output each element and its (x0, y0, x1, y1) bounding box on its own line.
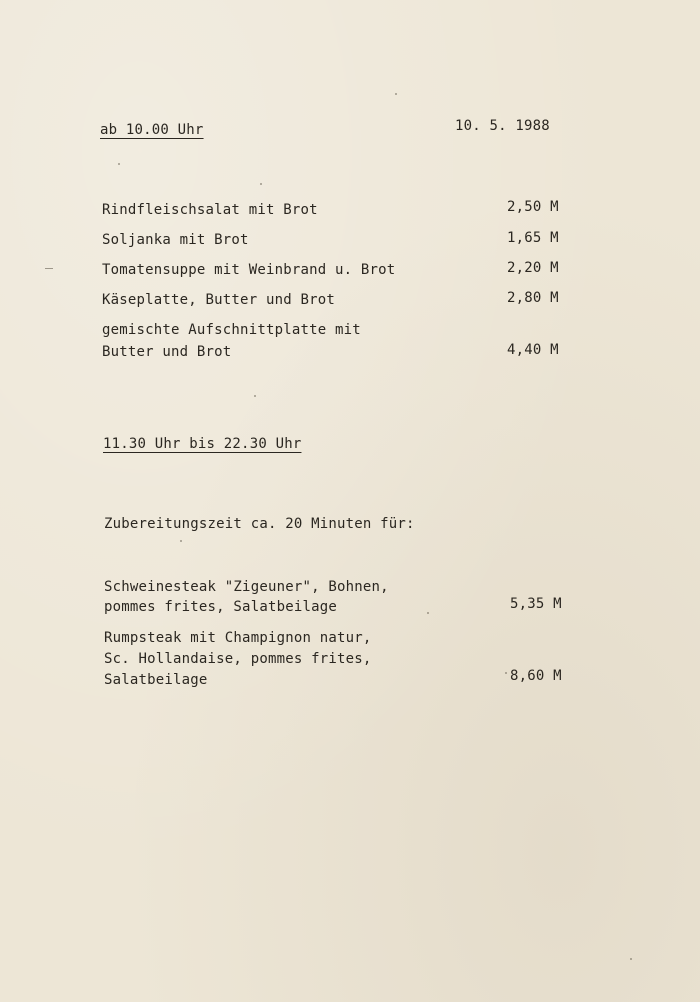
menu-item-price: 2,50 M (507, 199, 559, 215)
paper-speck (118, 163, 120, 165)
menu-item-name-line: Schweinesteak "Zigeuner", Bohnen, (104, 579, 389, 595)
paper-speck (395, 93, 397, 95)
paper-speck (45, 268, 53, 269)
menu-item-price: 1,65 M (507, 230, 559, 246)
paper-speck (427, 612, 429, 614)
menu-item-price: 8,60 M (510, 668, 562, 684)
menu-item-name: Soljanka mit Brot (102, 232, 249, 248)
menu-item-name: Tomatensuppe mit Weinbrand u. Brot (102, 262, 396, 278)
menu-item-name-line: pommes frites, Salatbeilage (104, 599, 337, 615)
menu-item-name-line: Sc. Hollandaise, pommes frites, (104, 651, 372, 667)
morning-time-label: ab 10.00 Uhr (100, 122, 204, 138)
menu-item-price: 2,80 M (507, 290, 559, 306)
menu-item-price: 5,35 M (510, 596, 562, 612)
menu-item-name-line: gemischte Aufschnittplatte mit (102, 322, 361, 338)
menu-item-name-line: Butter und Brot (102, 344, 232, 360)
menu-item-name: Rindfleischsalat mit Brot (102, 202, 318, 218)
menu-date: 10. 5. 1988 (455, 118, 550, 134)
menu-item-price: 2,20 M (507, 260, 559, 276)
preparation-note: Zubereitungszeit ca. 20 Minuten für: (104, 516, 415, 532)
menu-item-name-line: Rumpsteak mit Champignon natur, (104, 630, 372, 646)
paper-speck (505, 672, 507, 674)
paper-speck (260, 183, 262, 185)
evening-time-label: 11.30 Uhr bis 22.30 Uhr (103, 436, 302, 452)
paper-speck (254, 395, 256, 397)
paper-speck (180, 540, 182, 542)
menu-item-name-line: Salatbeilage (104, 672, 208, 688)
paper-speck (630, 958, 632, 960)
menu-item-price: 4,40 M (507, 342, 559, 358)
menu-item-name: Käseplatte, Butter und Brot (102, 292, 335, 308)
